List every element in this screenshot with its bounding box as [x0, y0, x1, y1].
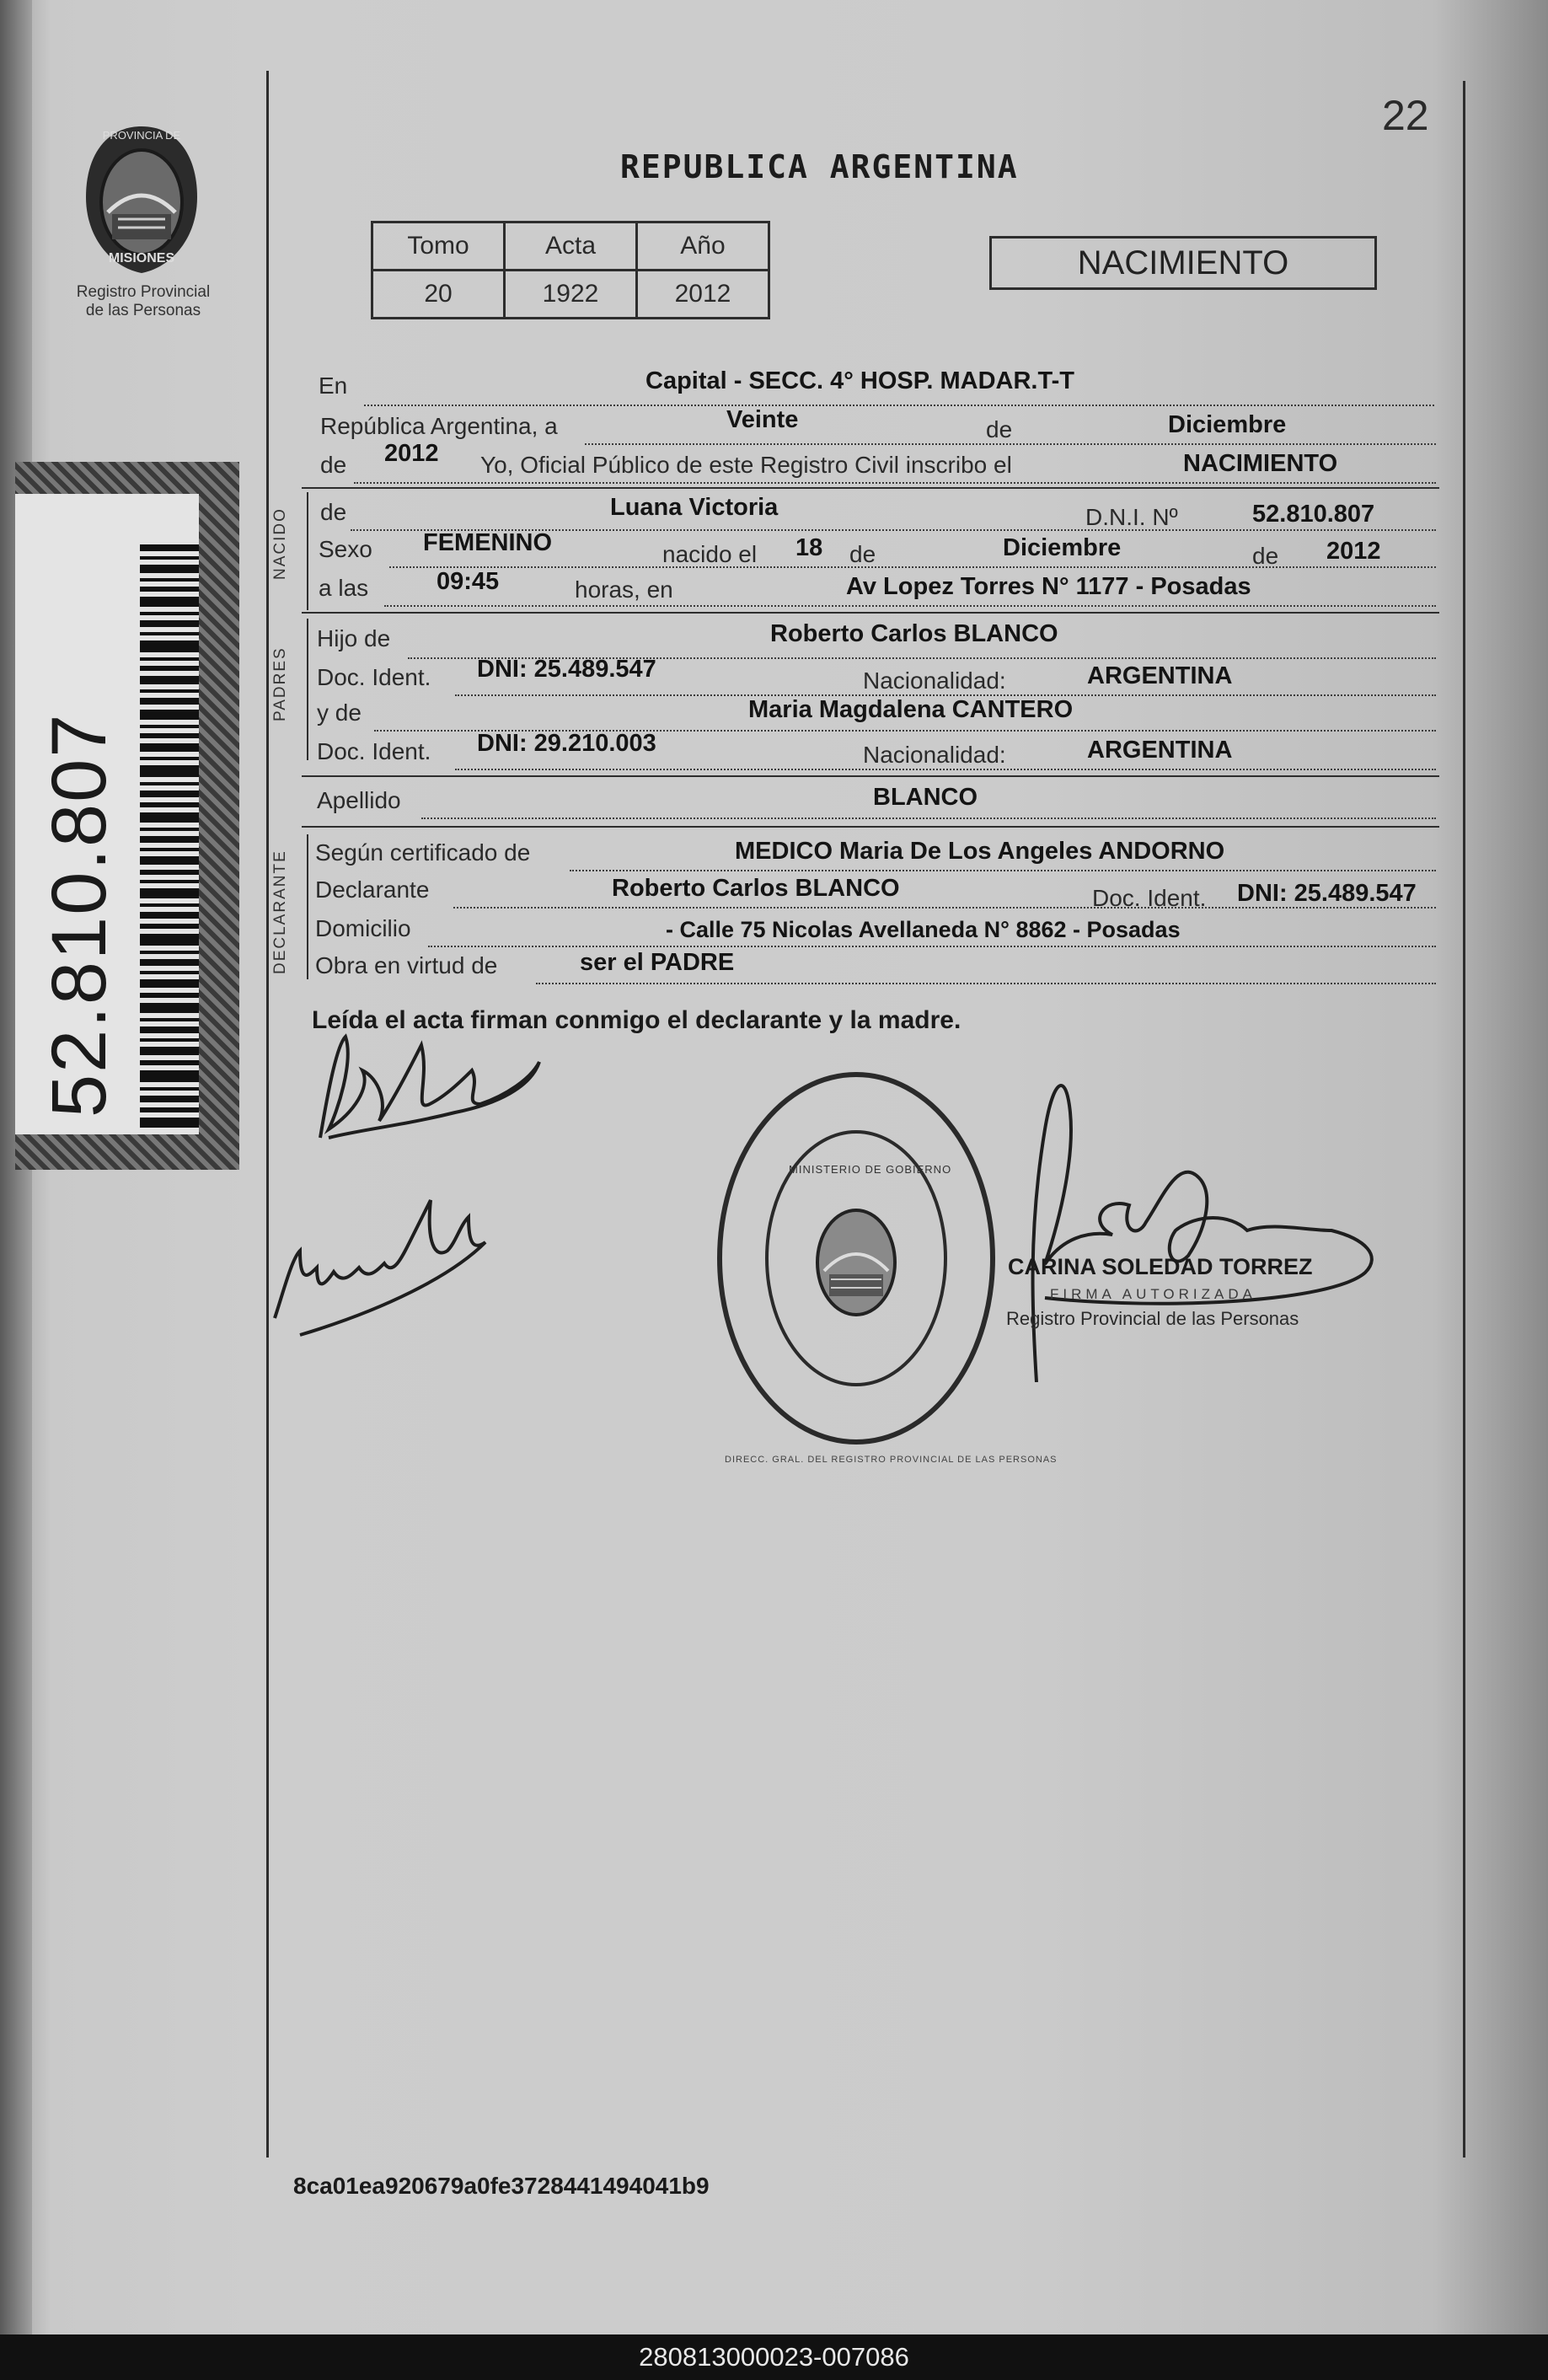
nombre-label: de: [320, 499, 347, 525]
de-label: de: [986, 416, 1013, 442]
inscribo-text: Yo, Oficial Público de este Registro Civil inscribo el: [480, 452, 1012, 478]
page-number: 22: [1382, 92, 1429, 139]
footer-identifier: 280813000023-007086: [0, 2334, 1548, 2380]
inscribo-dotted-line: [354, 482, 1436, 484]
year-label: de: [320, 452, 347, 478]
obra-label: Obra en virtud de: [315, 952, 498, 978]
barcode-number: 52.810.807: [36, 712, 122, 1118]
alas-label: a las: [319, 575, 369, 601]
barcode-icon: [140, 544, 199, 1134]
ano-header: Año: [637, 222, 769, 271]
lugar-value: Av Lopez Torres N° 1177 - Posadas: [846, 573, 1251, 600]
segun-dotted-line: [570, 870, 1436, 871]
nacido-day: 18: [795, 534, 823, 561]
nacido-month: Diciembre: [1003, 534, 1122, 561]
month-value: Diciembre: [1168, 411, 1287, 438]
nacido-separator: [302, 612, 1439, 614]
segun-value: MEDICO Maria De Los Angeles ANDORNO: [735, 838, 1225, 865]
inscribo-value: NACIMIENTO: [1183, 450, 1338, 477]
barcode-panel: [15, 462, 239, 1170]
acta-value: 1922: [505, 271, 637, 319]
officer-role: FIRMA AUTORIZADA: [1050, 1286, 1256, 1302]
domicilio-value: - Calle 75 Nicolas Avellaneda N° 8862 - Posadas: [666, 917, 1181, 942]
officer-name: CARINA SOLEDAD TORREZ: [1008, 1254, 1313, 1279]
padres-separator: [302, 775, 1439, 777]
madre-signature-icon: [266, 1192, 502, 1343]
nombre-value: Luana Victoria: [610, 494, 779, 521]
madre-docident-label: Doc. Ident.: [317, 738, 431, 764]
tomo-acta-ano-table: [371, 221, 770, 319]
domicilio-dotted-line: [428, 946, 1436, 947]
declarante-section-label: DECLARANTE: [271, 850, 289, 974]
day-value: Veinte: [726, 406, 799, 433]
document-title: REPUBLICA ARGENTINA: [620, 148, 1019, 185]
padre-value: Roberto Carlos BLANCO: [770, 620, 1058, 647]
nacido-de2-label: de: [1252, 543, 1279, 569]
domicilio-label: Domicilio: [315, 915, 411, 941]
declarante-bracket: [307, 834, 308, 979]
hijo-label: Hijo de: [317, 625, 391, 651]
en-value: Capital - SECC. 4° HOSP. MADAR.T-T: [645, 367, 1074, 394]
apellido-value: BLANCO: [873, 784, 978, 811]
sexo-value: FEMENINO: [423, 529, 553, 556]
barcode-label: [15, 494, 199, 1134]
horas-en-label: horas, en: [575, 576, 673, 603]
logo-caption-2: de las Personas: [85, 302, 201, 319]
header-separator: [302, 487, 1439, 489]
tomo-value: 20: [372, 271, 505, 319]
seal-outer-text: DIRECC. GRAL. DEL REGISTRO PROVINCIAL DE LAS PERSONAS: [725, 1455, 1058, 1465]
republica-label: República Argentina, a: [320, 413, 558, 439]
apellido-dotted-line: [421, 817, 1436, 819]
nacido-label: nacido el: [662, 541, 758, 567]
sexo-dotted-line: [389, 566, 1436, 568]
nacido-section-label: NACIDO: [271, 507, 289, 580]
obra-value: ser el PADRE: [580, 949, 735, 976]
declarante-doc-label: Doc. Ident.: [1092, 885, 1207, 911]
logo-name: MISIONES: [108, 251, 175, 265]
official-seal-icon: [713, 1069, 999, 1448]
nacido-year: 2012: [1326, 538, 1381, 565]
logo-top-text: PROVINCIA DE: [102, 129, 181, 142]
padre-nacionalidad-label: Nacionalidad:: [863, 667, 1006, 694]
declarante-label: Declarante: [315, 876, 430, 903]
apellido-separator: [302, 826, 1439, 828]
en-dotted-line: [364, 405, 1434, 406]
madre-nacionalidad-label: Nacionalidad:: [863, 742, 1006, 768]
padre-nac: ARGENTINA: [1087, 662, 1233, 689]
closing-statement: Leída el acta firman conmigo el declarante y la madre.: [312, 1006, 961, 1034]
declarante-doc: DNI: 25.489.547: [1237, 880, 1417, 907]
madre-doc-dotted-line: [455, 769, 1436, 770]
dni-value: 52.810.807: [1252, 501, 1375, 528]
padre-doc: DNI: 25.489.547: [477, 656, 656, 683]
yde-label: y de: [317, 700, 362, 726]
ano-value: 2012: [637, 271, 769, 319]
padres-section-label: PADRES: [271, 646, 289, 721]
padres-bracket: [307, 619, 308, 760]
segun-label: Según certificado de: [315, 839, 531, 866]
document-hash: 8ca01ea920679a0fe3728441494041b9: [293, 2173, 710, 2199]
apellido-label: Apellido: [317, 787, 401, 813]
declarante-signature-icon: [303, 1011, 556, 1155]
sexo-label: Sexo: [319, 536, 372, 562]
lugar-dotted-line: [384, 605, 1436, 607]
hora-value: 09:45: [437, 568, 500, 595]
obra-dotted-line: [536, 983, 1436, 984]
logo-caption-1: Registro Provincial: [76, 283, 211, 301]
republica-dotted-line: [585, 443, 1436, 445]
acta-header: Acta: [505, 222, 637, 271]
tomo-header: Tomo: [372, 222, 505, 271]
padre-docident-label: Doc. Ident.: [317, 664, 431, 690]
officer-institution: Registro Provincial de las Personas: [1006, 1308, 1299, 1329]
declarante-value: Roberto Carlos BLANCO: [612, 875, 900, 902]
left-margin-line: [266, 71, 269, 2158]
seal-inner-text: MINISTERIO DE GOBIERNO: [789, 1163, 952, 1176]
nacido-de-label: de: [849, 541, 876, 567]
officer-signature-icon: [994, 1062, 1390, 1382]
document-type-box: NACIMIENTO: [989, 236, 1377, 290]
madre-value: Maria Magdalena CANTERO: [748, 696, 1074, 723]
nacido-bracket: [307, 492, 308, 610]
madre-nac: ARGENTINA: [1087, 737, 1233, 764]
dni-label: D.N.I. Nº: [1085, 504, 1178, 530]
right-margin-line: [1463, 81, 1465, 2158]
madre-doc: DNI: 29.210.003: [477, 730, 656, 757]
year-value: 2012: [384, 440, 439, 467]
en-label: En: [319, 373, 348, 399]
